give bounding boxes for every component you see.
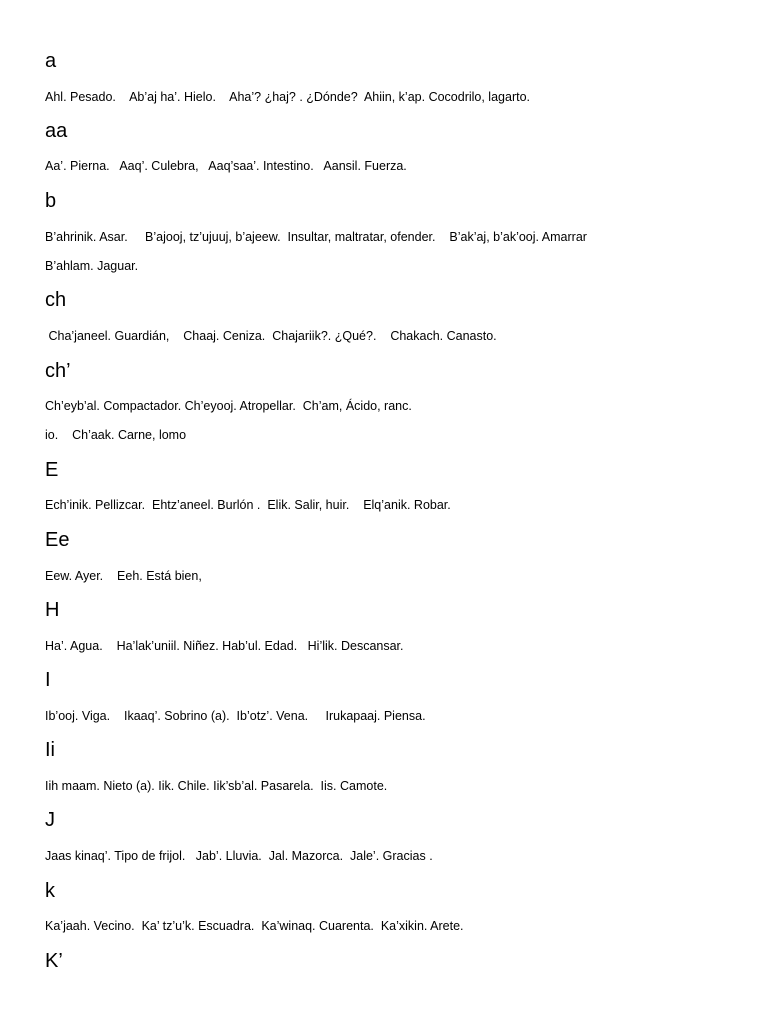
- letter-heading-e: E: [45, 459, 59, 481]
- entry-line: Ech’inik. Pellizcar. Ehtz’aneel. Burlón . Elik. Salir, huir. Elq’anik. Robar.: [45, 498, 451, 512]
- letter-heading-ii: Ii: [45, 739, 55, 761]
- letter-heading-aa: aa: [45, 120, 68, 142]
- letter-heading-k: k: [45, 880, 55, 902]
- letter-heading-ch-glottal: ch’: [45, 360, 71, 382]
- entry-line: Iih maam. Nieto (a). Iik. Chile. Iik’sb’al. Pasarela. Iis. Camote.: [45, 779, 388, 793]
- letter-heading-j: J: [45, 809, 55, 831]
- entry-line: Ib’ooj. Viga. Ikaaq’. Sobrino (a). Ib’otz’. Vena. Irukapaaj. Piensa.: [45, 709, 426, 723]
- entry-line: io. Ch’aak. Carne, lomo: [45, 428, 187, 442]
- letter-heading-ch: ch: [45, 289, 67, 311]
- entry-line: Eew. Ayer. Eeh. Está bien,: [45, 569, 202, 583]
- letter-heading-ee: Ee: [45, 529, 70, 551]
- letter-heading-a: a: [45, 50, 57, 72]
- entry-line: Aa’. Pierna. Aaq’. Culebra, Aaq’saa’. Intestino. Aansil. Fuerza.: [45, 159, 407, 173]
- entry-line: Ha’. Agua. Ha’lak’uniil. Niñez. Hab’ul. Edad. Hi’lik. Descansar.: [45, 639, 404, 653]
- letter-heading-i: I: [45, 669, 51, 691]
- letter-heading-b: b: [45, 190, 57, 212]
- entry-line: Jaas kinaq’. Tipo de frijol. Jab’. Lluvia. Jal. Mazorca. Jale’. Gracias .: [45, 849, 433, 863]
- letter-heading-h: H: [45, 599, 60, 621]
- entry-line: B’ahlam. Jaguar.: [45, 259, 139, 273]
- entry-line: Ch’eyb’al. Compactador. Ch’eyooj. Atropellar. Ch’am, Ácido, ranc.: [45, 399, 412, 413]
- letter-heading-k-glottal: K’: [45, 950, 63, 972]
- entry-line: B’ahrinik. Asar. B’ajooj, tz’ujuuj, b’ajeew. Insultar, maltratar, ofender. B’ak’aj, b’ak’ooj. Amarrar: [45, 230, 587, 244]
- entry-line: Ka’jaah. Vecino. Ka’ tz’u’k. Escuadra. Ka’winaq. Cuarenta. Ka’xikin. Arete.: [45, 919, 464, 933]
- entry-line: Cha’janeel. Guardián, Chaaj. Ceniza. Chajariik?. ¿Qué?. Chakach. Canasto.: [45, 329, 497, 343]
- entry-line: Ahl. Pesado. Ab’aj ha’. Hielo. Aha’? ¿haj? . ¿Dónde? Ahiin, k’ap. Cocodrilo, lagarto.: [45, 90, 531, 104]
